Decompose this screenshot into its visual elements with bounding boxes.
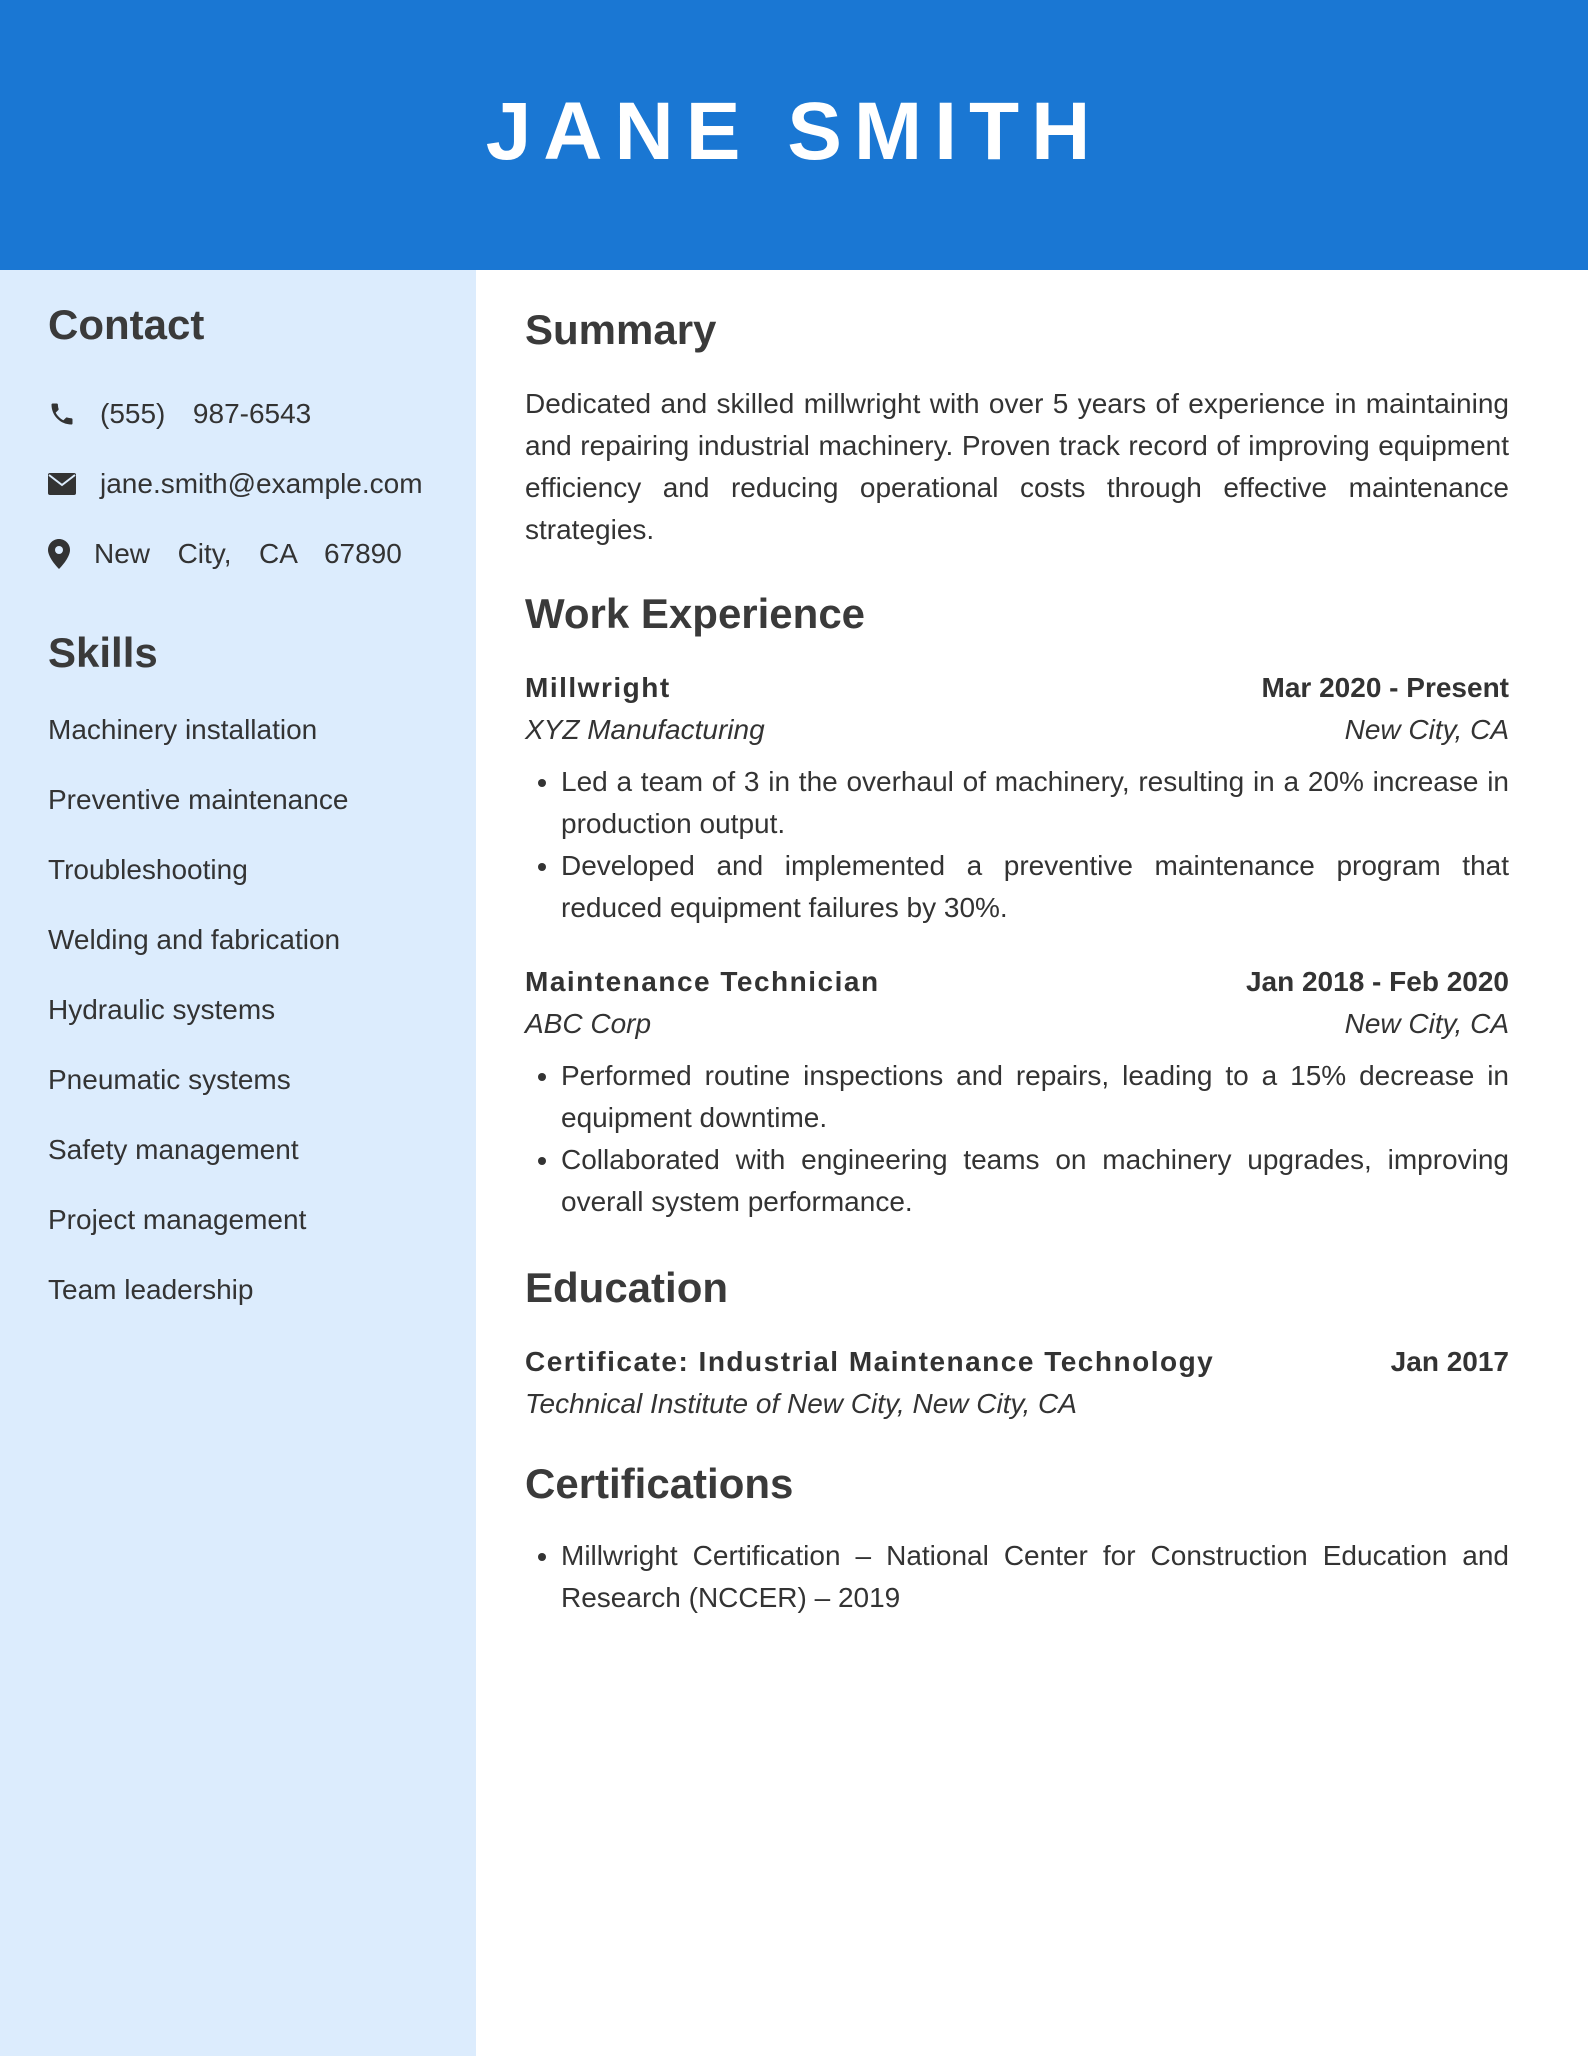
contact-phone	[48, 396, 476, 432]
job-bullets	[525, 1055, 1509, 1223]
summary-text: Dedicated and skilled millwright with over 5 years of experience in maintaining and repairing industrial machinery. Proven track record of improving equipment efficiency and reducing operational costs through effective maintenance strategies.	[525, 388, 1509, 545]
skills-list	[48, 712, 476, 1308]
skill-item: Machinery installation	[48, 714, 318, 745]
job-company: ABC Corp	[525, 1008, 652, 1039]
job-entry	[525, 961, 1509, 1223]
job-bullets	[525, 761, 1509, 929]
contact-heading: Contact	[48, 301, 205, 348]
experience-heading: Work Experience	[525, 590, 866, 637]
degree-date: Jan 2017	[1390, 1346, 1509, 1377]
job-dates: Mar 2020 - Present	[1261, 672, 1509, 703]
skill-item: Pneumatic systems	[48, 1064, 291, 1095]
certifications-heading: Certifications	[525, 1460, 794, 1507]
skill-item: Safety management	[48, 1134, 299, 1165]
contact-list	[48, 396, 476, 572]
summary-heading: Summary	[525, 306, 717, 353]
job-location: New City, CA	[1344, 714, 1509, 745]
job-location: New City, CA	[1344, 1008, 1509, 1039]
envelope-icon	[48, 473, 100, 495]
education-heading: Education	[525, 1264, 729, 1311]
skill-item: Troubleshooting	[48, 854, 248, 885]
experience-section	[525, 590, 1509, 1223]
certifications-section	[525, 1460, 1509, 1619]
job-bullet: • Collaborated with engineering teams on machinery upgrades, improving overall system performance.	[561, 1139, 1509, 1223]
job-company: XYZ Manufacturing	[525, 714, 765, 745]
skill-item: Welding and fabrication	[48, 924, 341, 955]
certifications-list	[525, 1535, 1509, 1619]
skill-item: Team leadership	[48, 1274, 254, 1305]
main-content	[525, 270, 1509, 1619]
skill-item: Preventive maintenance	[48, 784, 349, 815]
job-title: Millwright	[525, 672, 671, 703]
summary-section	[525, 270, 1509, 551]
certification-item: • Millwright Certification – National Center for Construction Education and Research (NCCER) – 2019	[561, 1535, 1509, 1619]
skills-heading: Skills	[48, 629, 158, 676]
map-pin-icon	[48, 539, 94, 569]
contact-email	[48, 466, 476, 502]
location-text: New City, CA 67890	[94, 538, 402, 569]
skill-item: Project management	[48, 1204, 307, 1235]
phone-text: (555) 987-6543	[100, 398, 312, 429]
job-entry	[525, 667, 1509, 929]
education-section	[525, 1264, 1509, 1425]
phone-icon	[48, 400, 100, 428]
skill-item: Hydraulic systems	[48, 994, 276, 1025]
job-bullet: • Developed and implemented a preventive maintenance program that reduced equipment failures by 30%.	[561, 845, 1509, 929]
degree-title: Certificate: Industrial Maintenance Technology	[525, 1346, 1215, 1377]
job-dates: Jan 2018 - Feb 2020	[1245, 966, 1509, 997]
job-bullet: • Performed routine inspections and repairs, leading to a 15% decrease in equipment downtime.	[561, 1055, 1509, 1139]
candidate-name: JANE SMITH	[485, 86, 1103, 177]
contact-location	[48, 536, 476, 572]
email-text: jane.smith@example.com	[100, 468, 423, 499]
job-bullet: • Led a team of 3 in the overhaul of machinery, resulting in a 20% increase in production output.	[561, 761, 1509, 845]
school-name: Technical Institute of New City, New City, CA	[525, 1388, 1077, 1419]
sidebar	[0, 270, 476, 2056]
resume-header	[0, 0, 1588, 270]
job-title: Maintenance Technician	[525, 966, 880, 997]
